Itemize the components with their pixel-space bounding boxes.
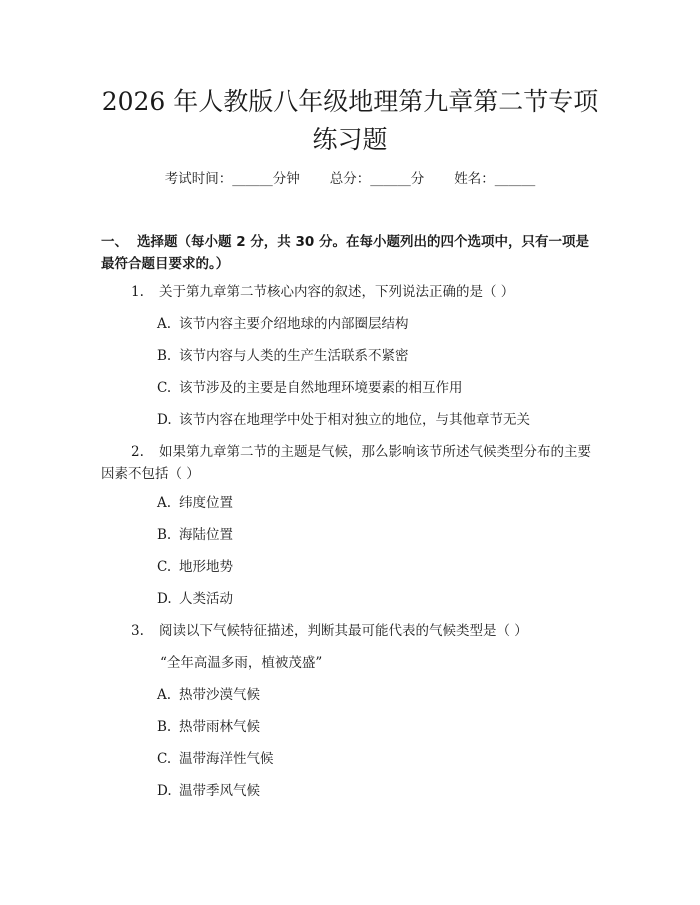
question-stem-line2: 因素不包括（ ） <box>101 466 200 482</box>
exam-time-field: 考试时间：______分钟 <box>164 171 300 187</box>
question-number: 2. <box>131 444 144 460</box>
question-1 <box>101 281 601 303</box>
student-name-field: 姓名：______ <box>454 171 536 187</box>
question-stem: 阅读以下气候特征描述，判断其最可能代表的气候类型是（ ） <box>159 623 528 639</box>
section-instructions-line2: 最符合题目要求的。） <box>101 256 230 272</box>
question-1-option-c: C. 该节涉及的主要是自然地理环境要素的相互作用 <box>157 380 463 396</box>
question-3-option-b: B. 热带雨林气候 <box>157 719 260 735</box>
question-3-quote: “全年高温多雨，植被茂盛” <box>160 655 323 671</box>
question-3-option-c: C. 温带海洋性气候 <box>157 751 274 767</box>
question-2-option-b: B. 海陆位置 <box>157 527 233 543</box>
question-1-option-a: A. 该节内容主要介绍地球的内部圈层结构 <box>157 316 409 332</box>
question-2 <box>101 441 601 485</box>
question-2-option-a: A. 纬度位置 <box>157 495 233 511</box>
question-stem-line1: 如果第九章第二节的主题是气候，那么影响该节所述气候类型分布的主要 <box>159 444 591 460</box>
question-number: 3. <box>131 623 144 639</box>
question-3 <box>101 620 601 642</box>
question-number: 1. <box>131 284 144 300</box>
question-stem: 关于第九章第二节核心内容的叙述，下列说法正确的是（ ） <box>159 284 515 300</box>
question-2-option-d: D. 人类活动 <box>157 591 233 607</box>
page-title-line1: 2026 年人教版八年级地理第九章第二节专项 <box>101 87 599 116</box>
total-score-field: 总分：______分 <box>329 171 425 187</box>
question-3-option-a: A. 热带沙漠气候 <box>157 687 260 703</box>
section-number: 一、 <box>101 234 128 250</box>
section-heading <box>101 231 601 275</box>
question-2-option-c: C. 地形地势 <box>157 559 233 575</box>
exam-meta <box>0 170 700 188</box>
question-1-option-b: B. 该节内容与人类的生产生活联系不紧密 <box>157 348 409 364</box>
question-3-option-d: D. 温带季风气候 <box>157 783 260 799</box>
page-title-line2: 练习题 <box>312 125 388 154</box>
question-1-option-d: D. 该节内容在地理学中处于相对独立的地位，与其他章节无关 <box>157 412 530 428</box>
section-instructions-line1: 选择题（每小题 2 分，共 30 分。在每小题列出的四个选项中，只有一项是 <box>137 234 589 250</box>
